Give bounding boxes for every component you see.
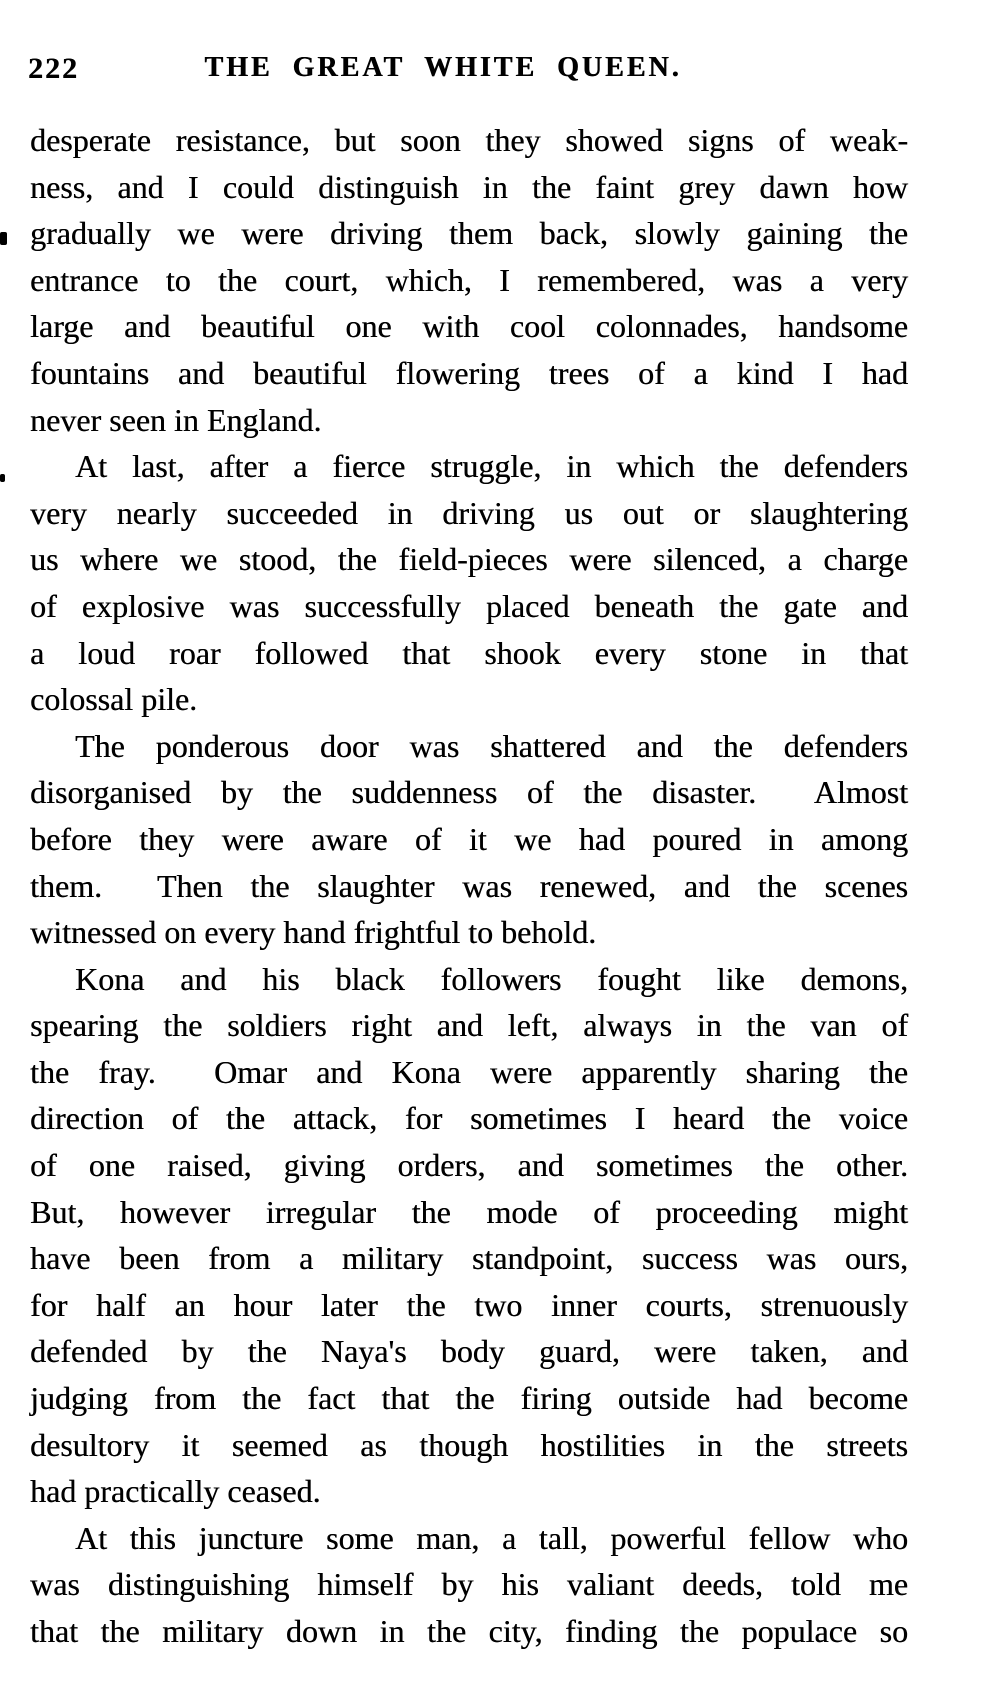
text-line: gradually we were driving them back, slowly gaining the	[30, 215, 908, 252]
text-line: fountains and beautiful flowering trees of a kind I had	[30, 354, 908, 391]
text-line: The ponderous door was shattered and the defenders	[75, 727, 908, 764]
text-line: disorganised by the suddenness of the disaster. Almost	[30, 774, 908, 811]
text-line: us where we stood, the field-pieces were silenced, a charge	[30, 541, 908, 578]
text-line: have been from a military standpoint, success was ours,	[30, 1240, 908, 1277]
text-line: direction of the attack, for sometimes I heard the voice	[30, 1100, 908, 1137]
text-line: of explosive was successfully placed beneath the gate and	[30, 587, 908, 624]
scan-ink-speck	[0, 474, 5, 482]
text-line: was distinguishing himself by his valiant deeds, told me	[30, 1566, 908, 1603]
page-body	[30, 117, 908, 1655]
text-line: entrance to the court, which, I remembered, was a very	[30, 261, 908, 298]
text-line: At this juncture some man, a tall, powerful fellow who	[75, 1519, 908, 1556]
text-line: colossal pile.	[30, 681, 198, 718]
text-line: At last, after a fierce struggle, in which the defenders	[75, 448, 908, 485]
text-line: of one raised, giving orders, and sometimes the other.	[30, 1147, 908, 1184]
text-line: judging from the fact that the firing outside had become	[30, 1380, 908, 1417]
text-line: for half an hour later the two inner courts, strenuously	[30, 1286, 908, 1323]
text-line: never seen in England.	[30, 401, 322, 438]
running-title: THE GREAT WHITE QUEEN.	[204, 52, 682, 83]
text-line: them. Then the slaughter was renewed, and the scenes	[30, 867, 908, 904]
text-line: large and beautiful one with cool colonnades, handsome	[30, 308, 908, 345]
text-line: desperate resistance, but soon they showed signs of weak-	[30, 122, 908, 158]
text-line: before they were aware of it we had poured in among	[30, 820, 908, 857]
text-line: desultory it seemed as though hostilities in the streets	[30, 1426, 908, 1463]
text-line: witnessed on every hand frightful to behold.	[30, 914, 597, 951]
text-line: But, however irregular the mode of proceeding might	[30, 1193, 908, 1230]
page-header	[0, 50, 1000, 90]
text-line: Kona and his black followers fought like demons,	[75, 960, 908, 997]
scan-ink-speck	[0, 232, 7, 245]
text-line: spearing the soldiers right and left, always in the van of	[30, 1007, 908, 1044]
text-line: the fray. Omar and Kona were apparently sharing the	[30, 1053, 908, 1090]
text-line: that the military down in the city, finding the populace so	[30, 1613, 908, 1649]
text-line: had practically ceased.	[30, 1473, 321, 1510]
text-line: very nearly succeeded in driving us out or slaughtering	[30, 494, 908, 531]
page-number: 222	[28, 52, 79, 85]
text-line: a loud roar followed that shook every stone in that	[30, 634, 908, 671]
text-line: defended by the Naya's body guard, were taken, and	[30, 1333, 908, 1370]
text-line: ness, and I could distinguish in the faint grey dawn how	[30, 168, 908, 205]
